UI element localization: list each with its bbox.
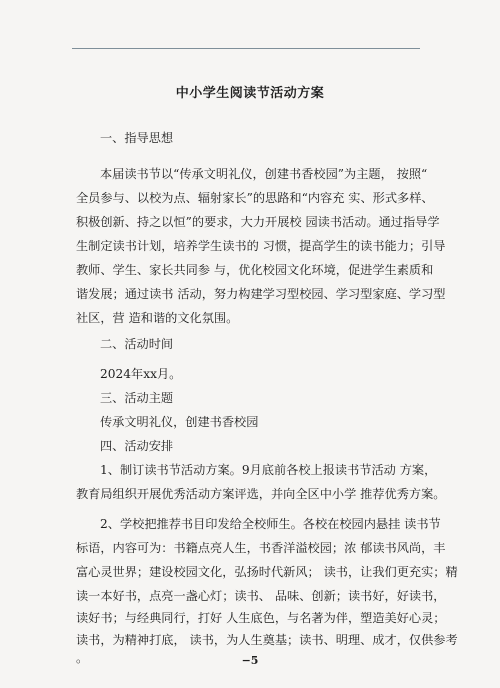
page-number: −5 bbox=[241, 654, 259, 667]
paragraph-line: 读好书；与经典同行，打好 人生底色，与名著为伴，塑造美好心灵； bbox=[76, 611, 446, 625]
header-rule bbox=[72, 48, 420, 49]
section-heading-guiding-thought: 一、指导思想 bbox=[100, 131, 174, 145]
paragraph-line: 1、制订读书节活动方案。9月底前各校上报读书节活动 方案， bbox=[100, 463, 437, 477]
paragraph-line: 谐发展；通过读书 活动，努力构建学习型校园、学习型家庭、学习型 bbox=[76, 287, 446, 301]
section-heading-time: 二、活动时间 bbox=[100, 337, 174, 351]
paragraph-line: 积极创新、持之以恒”的要求，大力开展校 园读书活动。通过指导学 bbox=[76, 215, 440, 229]
paragraph-line: 本届读书节以“传承文明礼仪，创建书香校园”为主题， 按照“ bbox=[100, 167, 428, 181]
paragraph-line: 教育局组织开展优秀活动方案评选，并向全区中小学 推荐优秀方案。 bbox=[76, 487, 446, 501]
paragraph-line: 读书，为精神打底， 读书，为人生奠基；读书、明理、成才，仅供参考 bbox=[76, 633, 458, 647]
activity-theme: 传承文明礼仪，创建书香校园 bbox=[100, 415, 259, 429]
paragraph-line: 富心灵世界；建设校园文化，弘扬时代新风； 读书，让我们更充实；精 bbox=[76, 565, 458, 579]
paragraph-line: 教师、学生、家长共同参 与，优化校园文化环境，促进学生素质和 bbox=[76, 263, 434, 277]
activity-date: 2024年xx月。 bbox=[100, 367, 182, 381]
paragraph-line: 标语，内容可为：书籍点亮人生，书香洋溢校园；浓 郁读书风尚，丰 bbox=[76, 541, 446, 555]
paragraph-line: 社区，营 造和谐的文化氛围。 bbox=[76, 311, 239, 325]
paragraph-line: 全员参与、以校为点、辐射家长”的思路和“内容充 实、形式多样、 bbox=[76, 191, 434, 205]
paragraph-line: 读一本好书，点亮一盏心灯；读书、 品味、创新；读书好，好读书， bbox=[76, 589, 446, 603]
document-title: 中小学生阅读节活动方案 bbox=[175, 86, 325, 101]
paragraph-line: 生制定读书计划，培养学生读书的 习惯，提高学生的读书能力；引导 bbox=[76, 239, 446, 253]
section-heading-theme: 三、活动主题 bbox=[100, 391, 174, 405]
section-heading-arrangement: 四、活动安排 bbox=[100, 439, 174, 453]
paragraph-line: 。 bbox=[76, 651, 89, 665]
paragraph-line: 2、学校把推荐书目印发给全校师生。各校在校园内悬挂 读书节 bbox=[100, 517, 441, 531]
